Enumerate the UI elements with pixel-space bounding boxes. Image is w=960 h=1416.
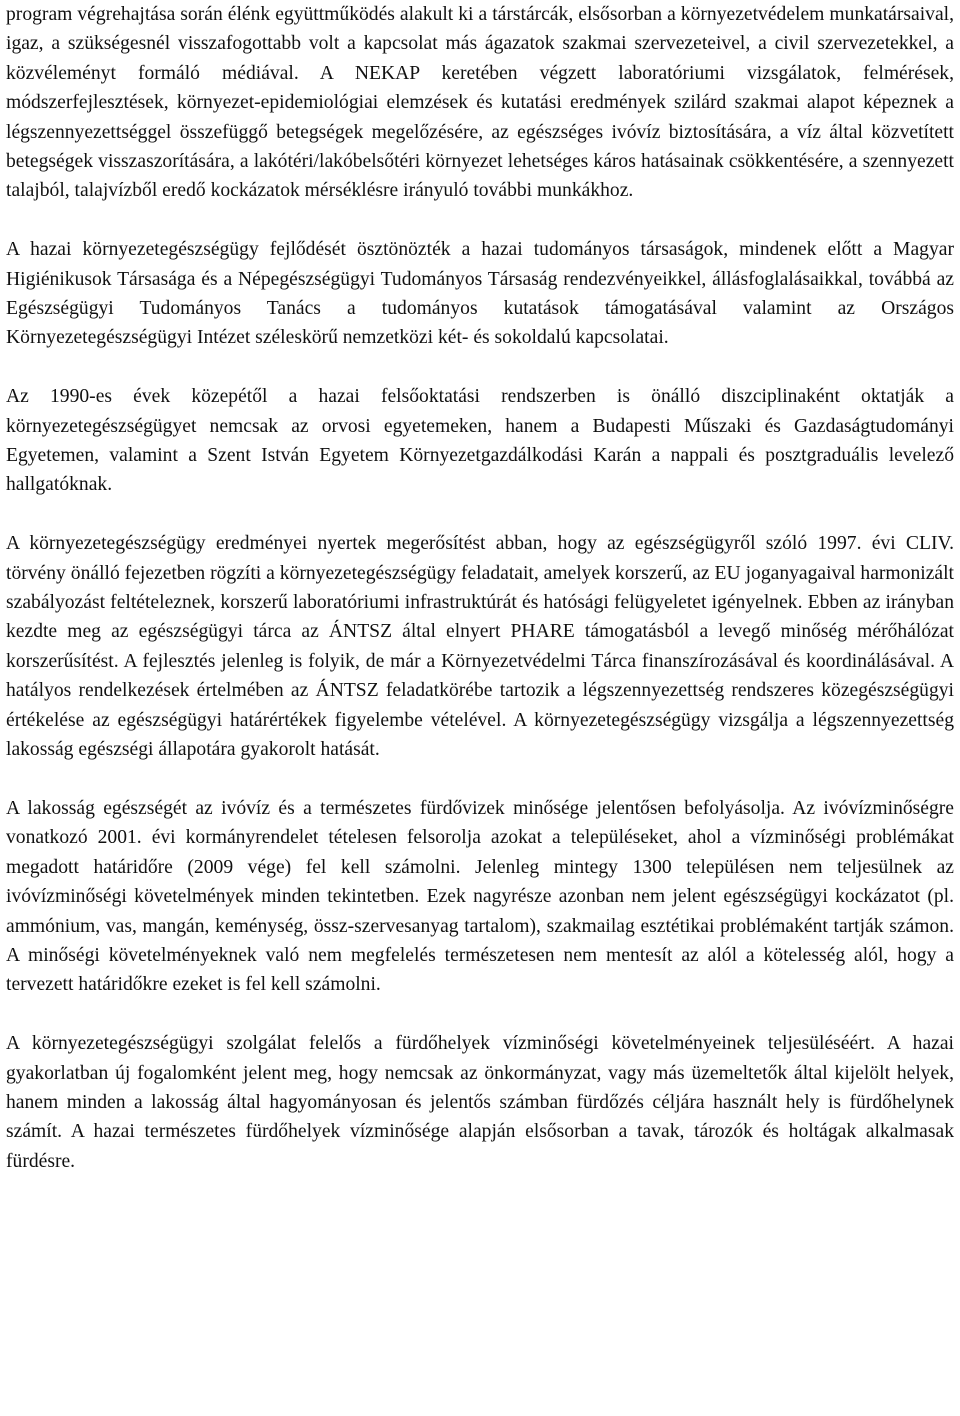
paragraph-higher-education: Az 1990-es évek közepétől a hazai felsőoktatási rendszerben is önálló diszciplinaként oktatják a környezetegészségügyet nemcsak az orvosi egyetemeken, hanem a Budapesti Műszaki és Gazdaságtudományi Egyetemen, valamint a Szent István Egyetem Környezetgazdálkodási Karán a nappali és posztgraduális levelező hallgatóknak. <box>6 386 954 496</box>
paragraph-health-act: A környezetegészségügy eredményei nyertek megerősítést abban, hogy az egészségügyről szóló 1997. évi CLIV. törvény önálló fejezetben rögzíti a környezetegészségügy feladatait, amelyek korszerű, az EU joganyagaival harmonizált szabályozást feltételeznek, korszerű laboratóriumi infrastruktúrát és hatósági felügyeletet igényelnek. Ebben az irányban kezdte meg az egészségügyi tárca az ÁNTSZ által elnyert PHARE támogatásból a levegő minőség mérőhálózat korszerűsítést. A fejlesztés jelenleg is folyik, de már a Környezetvédelmi Tárca finanszírozásával és koordinálásával. A hatályos rendelkezések értelmében az ÁNTSZ feladatkörébe tartozik a légszennyezettség rendszeres közegészségügyi értékelése az egészségügyi határértékek figyelembe vételével. A környezetegészségügy vizsgálja a légszennyezettség lakosság egészségi állapotára gyakorolt hatását. <box>6 533 954 761</box>
paragraph-bathing-sites: A környezetegészségügyi szolgálat felelős a fürdőhelyek vízminőségi követelményeinek teljesüléséért. A hazai gyakorlatban új fogalomként jelent meg, hogy nemcsak az önkormányzat, vagy más üzemeltetők által kijelölt helyek, hanem minden a lakosság által hagyományosan és jelentős számban fürdőzés céljára használt hely is fürdőhelynek számít. A hazai természetes fürdőhelyek vízminősége alapján elsősorban a tavak, tározók és holtágak alkalmasak fürdésre. <box>6 1033 954 1172</box>
paragraph-nekap-results: program végrehajtása során élénk együttműködés alakult ki a társtárcák, elsősorban a környezetvédelem munkatársaival, igaz, a szükségesnél visszafogottabb volt a kapcsolat más ágazatok szakmai szervezeteivel, a civil szervezetekkel, a közvéleményt formáló médiával. A NEKAP keretében végzett laboratóriumi vizsgálatok, felmérések, módszerfejlesztések, környezet-epidemiológiai elemzések és kutatási eredmények szilárd szakmai alapot képeznek a légszennyezettséggel összefüggő betegségek megelőzésére, az egészséges ivóvíz biztosítására, a víz által közvetített betegségek visszaszorítására, a lakótéri/lakóbelsőtéri környezet lehetséges káros hatásainak csökkentésére, a szennyezett talajból, talajvízből eredő kockázatok mérséklésre irányuló további munkákhoz. <box>6 4 954 202</box>
paragraph-drinking-water: A lakosság egészségét az ivóvíz és a természetes fürdővizek minősége jelentősen befolyásolja. Az ivóvízminőségre vonatkozó 2001. évi kormányrendelet tételesen felsorolja azokat a településeket, ahol a vízminőségi problémákat megadott határidőre (2009 vége) fel kell számolni. Jelenleg mintegy 1300 településen nem teljesülnek az ivóvízminőségi követelmények minden tekintetben. Ezek nagyrésze azonban nem jelent egészségügyi kockázatot (pl. ammónium, vas, mangán, keménység, össz-szervesanyag tartalom), szakmailag esztétikai problémaként tartják számon. A minőségi követelményeknek való nem megfelelés természetesen nem mentesít az alól a kötelesség alól, hogy a tervezett határidőkre ezeket is fel kell számolni. <box>6 797 954 996</box>
paragraph-scientific-societies: A hazai környezetegészségügy fejlődését ösztönözték a hazai tudományos társaságok, mindenek előtt a Magyar Higiénikusok Társasága és a Népegészségügyi Tudományos Társaság rendezvényeikkel, állásfoglalásaikkal, továbbá az Egészségügyi Tudományos Tanács a tudományos kutatások támogatásával valamint az Országos Környezetegészségügyi Intézet széleskörű nemzetközi két- és sokoldalú kapcsolatai. <box>6 239 954 349</box>
